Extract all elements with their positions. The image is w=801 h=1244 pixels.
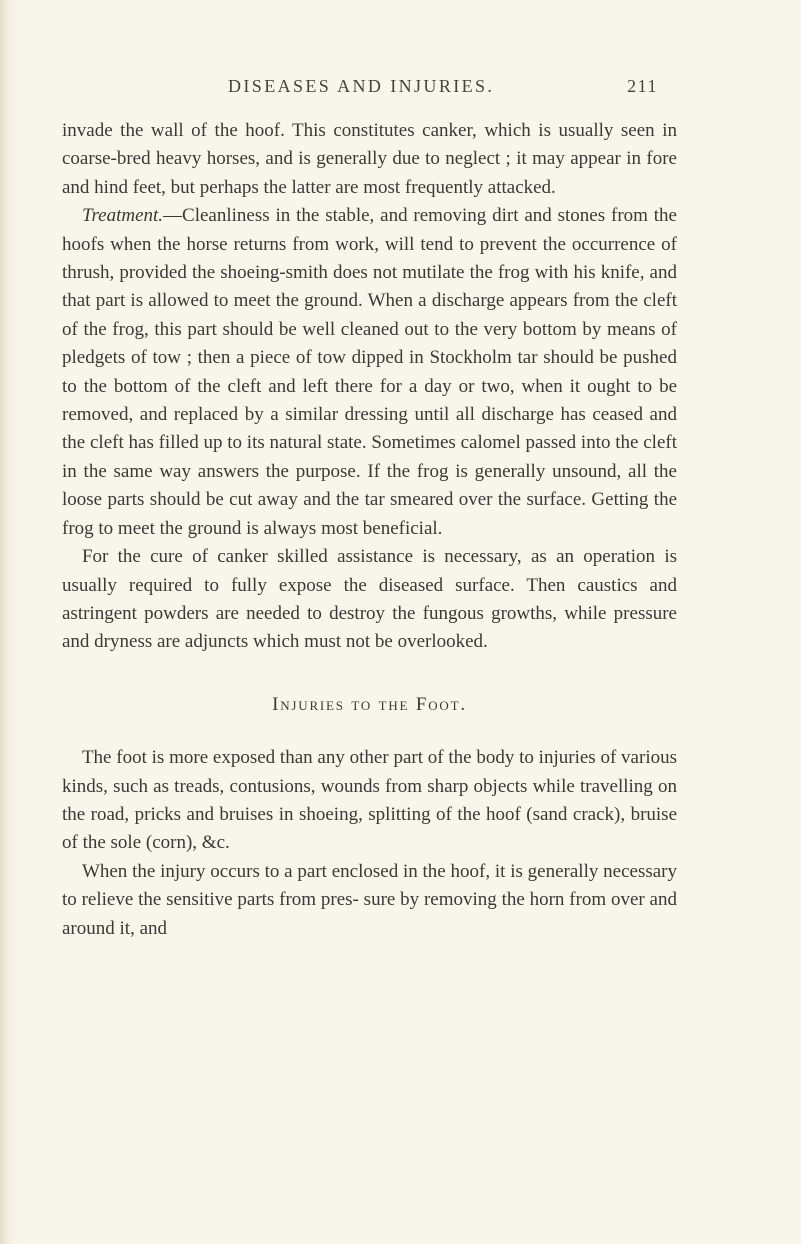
- paragraph-canker-continued: invade the wall of the hoof. This constitutes canker, which is usually seen in coarse-bred heavy horses, and is generally due to neglect ; it may appear in fore and hind feet, but perhaps the latter are most frequently attacked.: [62, 120, 677, 198]
- page-number: 211: [627, 76, 658, 96]
- treatment-text: —Cleanliness in the stable, and removing dirt and stones from the hoofs when the horse returns from work, will tend to prevent the occurrence of thrush, provided the shoeing-smith does not mutilate the frog with his knife, and that part is allowed to meet the ground. When a discharge appears from the cleft of the frog, this part should be well cleaned out to the very bottom by means of pledgets of tow ; then a piece of tow dipped in Stockholm tar should be pushed to the bottom of the cleft and left there for a day or two, when it ought to be removed, and replaced by a similar dressing until all discharge has ceased and the cleft has filled up to its natural state. Sometimes calomel passed into the cleft in the same way answers the purpose. If the frog is generally unsound, all the loose parts should be cut away and the tar smeared over the surface. Getting the frog to meet the ground is always most beneficial.: [62, 205, 677, 539]
- paragraph-treatment: [62, 202, 677, 543]
- paragraph-canker-cure: For the cure of canker skilled assistance is necessary, as an operation is usually required to fully expose the diseased surface. Then caustics and astringent powders are needed to destroy the fungous growths, while pressure and dryness are adjuncts which must not be overlooked.: [62, 546, 677, 653]
- paragraph-foot-injuries: The foot is more exposed than any other part of the body to injuries of various kinds, such as treads, contusions, wounds from sharp objects while travelling on the road, pricks and bruises in shoeing, splitting of the hoof (sand crack), bruise of the sole (corn), &c.: [62, 747, 677, 854]
- section-heading-injuries: Injuries to the Foot.: [272, 693, 467, 715]
- running-head-title: DISEASES AND INJURIES.: [228, 76, 495, 96]
- paragraph-hoof-injury: When the injury occurs to a part enclosed in the hoof, it is generally necessary to relieve the sensitive parts from pres- sure by removing the horn from over and around it, and: [62, 860, 677, 939]
- body-text: [62, 117, 677, 943]
- treatment-label: Treatment.: [81, 205, 164, 227]
